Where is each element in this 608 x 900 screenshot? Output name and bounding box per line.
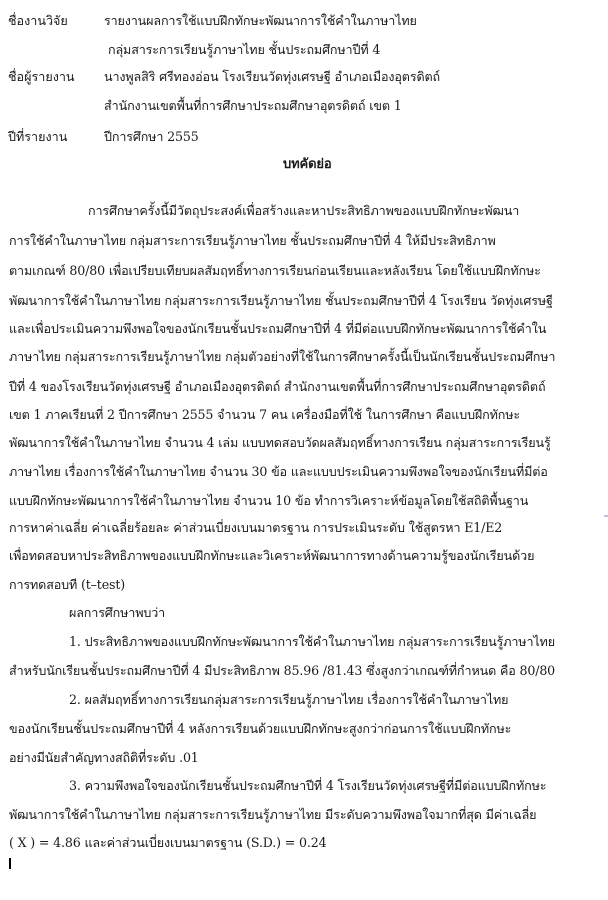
results-heading: ผลการศึกษาพบว่า bbox=[69, 605, 166, 620]
result-3-line: พัฒนาการใช้คำในภาษาไทย กลุ่มสาระการเรียนรู้ภาษาไทย มีระดับความพึงพอใจมากที่สุด มีค่าเฉลี่ย bbox=[9, 807, 537, 822]
abstract-line: เพื่อทดสอบหาประสิทธิภาพของแบบฝึกทักษะและวิเคราะห์พัฒนาการทางด้านความรู้ของนักเรียนด้วย bbox=[9, 548, 535, 563]
page-edge-marker bbox=[604, 515, 608, 517]
result-3-line: ( X ) = 4.86 และค่าส่วนเบี่ยงเบนมาตรฐาน (S.D.) = 0.24 bbox=[9, 835, 327, 850]
result-1-line: 1. ประสิทธิภาพของแบบฝึกทักษะพัฒนาการใช้คำในภาษาไทย กลุ่มสาระการเรียนรู้ภาษาไทย bbox=[69, 634, 555, 649]
result-2-line: อย่างมีนัยสำคัญทางสถิติที่ระดับ .01 bbox=[9, 750, 199, 765]
reporter-line-1: นางพูลสิริ ศรีทองอ่อน โรงเรียนวัดทุ่งเศรษฐี อำเภอเมืองอุตรดิตถ์ bbox=[104, 69, 440, 84]
result-3-line: 3. ความพึงพอใจของนักเรียนชั้นประถมศึกษาปีที่ 4 โรงเรียนวัดทุ่งเศรษฐีที่มีต่อแบบฝึกทักษะ bbox=[69, 778, 547, 793]
abstract-line: พัฒนาการใช้คำในภาษาไทย กลุ่มสาระการเรียนรู้ภาษาไทย ชั้นประถมศึกษาปีที่ 4 โรงเรียน วัดทุ่งเศรษฐี bbox=[9, 293, 553, 308]
abstract-line: ภาษาไทย เรื่องการใช้คำในภาษาไทย จำนวน 30 ข้อ และแบบประเมินความพึงพอใจของนักเรียนที่มีต่อ bbox=[9, 464, 548, 479]
abstract-line: การศึกษาครั้งนี้มีวัตถุประสงค์เพื่อสร้างและหาประสิทธิภาพของแบบฝึกทักษะพัฒนา bbox=[88, 203, 520, 218]
abstract-line: การทดสอบที (t–test) bbox=[9, 577, 126, 592]
result-2-line: ของนักเรียนชั้นประถมศึกษาปีที่ 4 หลังการเรียนด้วยแบบฝึกทักษะสูงกว่าก่อนการใช้แบบฝึกทักษะ bbox=[9, 721, 512, 736]
abstract-title: บทคัดย่อ bbox=[283, 157, 332, 172]
abstract-line: แบบฝึกทักษะพัฒนาการใช้คำในภาษาไทย จำนวน 10 ข้อ ทำการวิเคราะห์ข้อมูลโดยใช้สถิติพื้นฐาน bbox=[9, 493, 529, 508]
abstract-line: ปีที่ 4 ของโรงเรียนวัดทุ่งเศรษฐี อำเภอเมืองอุตรดิตถ์ สำนักงานเขตพื้นที่การศึกษาประถมศึกษาอุตรดิตถ์ bbox=[9, 379, 546, 394]
research-title-line-1: รายงานผลการใช้แบบฝึกทักษะพัฒนาการใช้คำในภาษาไทย bbox=[104, 13, 417, 28]
abstract-line: เขต 1 ภาคเรียนที่ 2 ปีการศึกษา 2555 จำนวน 7 คน เครื่องมือที่ใช้ ในการศึกษา คือแบบฝึกทักษะ bbox=[9, 407, 521, 422]
abstract-line: การหาค่าเฉลี่ย ค่าเฉลี่ยร้อยละ ค่าส่วนเบี่ยงเบนมาตรฐาน การประเมินระดับ ใช้สูตรหา E1/E2 bbox=[9, 520, 503, 535]
reporter-line-2: สำนักงานเขตพื้นที่การศึกษาประถมศึกษาอุตรดิตถ์ เขต 1 bbox=[104, 98, 402, 113]
year-label: ปีที่รายงาน bbox=[8, 129, 68, 144]
research-label: ชื่องานวิจัย bbox=[8, 13, 68, 28]
year-value: ปีการศึกษา 2555 bbox=[104, 129, 199, 144]
abstract-line: การใช้คำในภาษาไทย กลุ่มสาระการเรียนรู้ภาษาไทย ชั้นประถมศึกษาปีที่ 4 ให้มีประสิทธิภาพ bbox=[9, 233, 496, 248]
abstract-line: ภาษาไทย กลุ่มสาระการเรียนรู้ภาษาไทย กลุ่มตัวอย่างที่ใช้ในการศึกษาครั้งนี้เป็นนักเรียนชั้นประถมศึกษา bbox=[9, 349, 556, 364]
reporter-label: ชื่อผู้รายงาน bbox=[8, 69, 75, 84]
research-title-line-2: กลุ่มสาระการเรียนรู้ภาษาไทย ชั้นประถมศึกษาปีที่ 4 bbox=[108, 42, 381, 57]
abstract-line: และเพื่อประเมินความพึงพอใจของนักเรียนชั้นประถมศึกษาปีที่ 4 ที่มีต่อแบบฝึกทักษะพัฒนาการใช้คำใน bbox=[9, 321, 547, 336]
result-2-line: 2. ผลสัมฤทธิ์ทางการเรียนกลุ่มสาระการเรียนรู้ภาษาไทย เรื่องการใช้คำในภาษาไทย bbox=[69, 692, 509, 707]
abstract-line: ตามเกณฑ์ 80/80 เพื่อเปรียบเทียบผลสัมฤทธิ์ทางการเรียนก่อนเรียนและหลังเรียน โดยใช้แบบฝึกทักษะ bbox=[9, 263, 541, 278]
text-cursor bbox=[9, 858, 11, 869]
result-1-line: สำหรับนักเรียนชั้นประถมศึกษาปีที่ 4 มีประสิทธิภาพ 85.96 /81.43 ซึ่งสูงกว่าเกณฑ์ที่กำหนด คือ 80/80 bbox=[9, 663, 556, 678]
abstract-line: พัฒนาการใช้คำในภาษาไทย จำนวน 4 เล่ม แบบทดสอบวัดผลสัมฤทธิ์ทางการเรียน กลุ่มสาระการเรียนรู้ bbox=[9, 435, 551, 450]
